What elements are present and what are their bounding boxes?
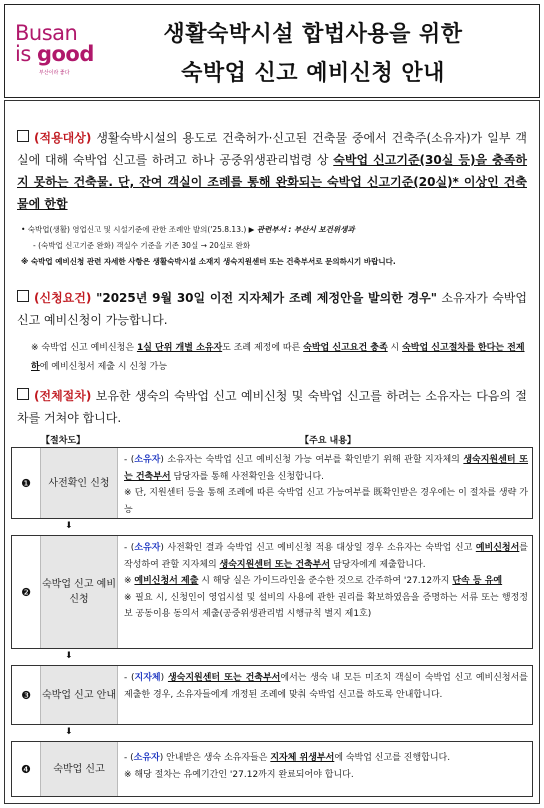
procedure-step-1 xyxy=(11,447,533,519)
header xyxy=(4,4,540,98)
step-number: ❸ xyxy=(21,688,31,702)
relaxation-note: - (숙박업 신고기준 완화) 객실수 기준을 기존 30실 → 20실로 완화 xyxy=(33,241,251,250)
title-line-2: 숙박업 신고 예비신청 안내 xyxy=(181,61,445,86)
step-description: - (소유자) 사전확인 결과 숙박업 신고 예비신청 적용 대상일 경우 소유자는 숙박업 신고 예비신청서를 작성하여 관할 지자체의 생숙지원센터 또는 건축부서 담당자에게 제출합니다. ※ 예비신청서 제출 시 해당 실은 가이드라인을 준수한 것으로 간주하여 '27.12까지 단속 등 유예 ※ 필요 시, 신청인이 영업시설 및 설비의 사용에 관한 권리를 확보하였음을 증명하는 서류 또는 행정정보 공동이용 동의서 제출(공중위생관리법 시행규칙 별지 제1호) xyxy=(124,543,528,619)
section-text: 생활숙박시설의 용도로 건축허가·신고된 건축물 중에서 건축주(소유자)가 일부 객실에 대해 숙박업 신고를 하려고 하나 공중위생관리법령 상 xyxy=(17,131,527,167)
logo-tagline: 부산이라 좋다 xyxy=(39,70,70,76)
section-emphasis: 숙박업 신고기준(30실 등)을 충족하지 못하는 건축물. 단, 잔여 객실이 조례를 통해 완화되는 숙박업 신고기준(20실)* 이상인 건축물에 한함 xyxy=(17,153,527,211)
step-number: ❷ xyxy=(21,585,31,599)
checkbox-icon xyxy=(17,388,29,400)
ordinance-text: • 숙박업(생활) 영업신고 및 시설기준에 관한 조례안 발의('25.8.13.) ▶ xyxy=(21,225,257,234)
step-description: - (소유자) 소유자는 숙박업 신고 예비신청 가능 여부를 확인받기 위해 관할 지자체의 생숙지원센터 또는 건축부서 담당자를 통해 사전확인을 신청합니다. ※ 단, 지원센터 등을 통해 조례에 따른 숙박업 신고 가능여부를 既확인받은 경우에는 이 절차를 생략 가능 xyxy=(124,455,528,515)
table-header-step: 【절차도】 xyxy=(41,436,86,446)
down-arrow-icon: ⬇ xyxy=(65,727,73,737)
step-label: 숙박업 신고 xyxy=(40,742,118,796)
section-target xyxy=(17,127,527,215)
step-label: 숙박업 신고 안내 xyxy=(40,666,118,724)
busan-is-good-logo xyxy=(15,23,95,83)
step-label: 숙박업 신고 예비신청 xyxy=(40,536,118,648)
logo-busan: Busan xyxy=(15,21,78,45)
title-line-1: 생활숙박시설 합법사용을 위한 xyxy=(163,22,463,47)
step-number: ❹ xyxy=(21,762,31,776)
section-tag: (신청요건) xyxy=(34,291,92,305)
step-description: - (지자체) 생숙지원센터 또는 건축부서에서는 생숙 내 모든 미조치 객실이 숙박업 신고 예비신청서를 제출한 경우, 소유자들에게 개정된 조례에 맞춰 숙박업 신고를 하도록 안내합니다. xyxy=(124,673,528,700)
step-description: - (소유자) 안내받은 생숙 소유자들은 지자체 위생부서에 숙박업 신고를 진행합니다. ※ 해당 절차는 유예기간인 '27.12까지 완료되어야 합니다. xyxy=(124,753,451,780)
section-text: 보유한 생숙의 숙박업 신고 예비신청 및 숙박업 신고를 하려는 소유자는 다음의 절차를 거쳐야 합니다. xyxy=(17,389,527,425)
table-header-content: 【주요 내용】 xyxy=(300,436,356,446)
ordinance-note xyxy=(21,223,533,237)
content-frame xyxy=(4,100,540,804)
checkbox-icon xyxy=(17,290,29,302)
section-tag: (적용대상) xyxy=(34,131,92,145)
section-procedure xyxy=(17,385,527,429)
checkbox-icon xyxy=(17,130,29,142)
requirement-date: "2025년 9월 30일 이전 지자체가 조례 제정안을 발의한 경우" xyxy=(91,291,438,305)
section-requirements xyxy=(17,287,527,331)
procedure-step-2 xyxy=(11,535,533,649)
down-arrow-icon: ⬇ xyxy=(65,651,73,661)
section-text: 소유자가 숙박업 신고 예비신청이 가능합니다. xyxy=(17,291,527,327)
step-label: 사전확인 신청 xyxy=(40,448,118,518)
step-number: ❶ xyxy=(21,476,31,490)
inquiry-note: ※ 숙박업 예비신청 관련 자세한 사항은 생활숙박시설 소재지 생숙지원센터 또는 건축부서로 문의하시기 바랍니다. xyxy=(21,257,396,266)
down-arrow-icon: ⬇ xyxy=(65,521,73,531)
requirement-note: ※ 숙박업 신고 예비신청은 1실 단위 개별 소유자도 조례 제정에 따른 숙박업 신고요건 충족 시 숙박업 신고절차를 한다는 전제하에 예비신청서 제출 시 신청 가능 xyxy=(31,343,525,372)
page-title xyxy=(113,15,513,93)
section-tag: (전체절차) xyxy=(34,389,92,403)
logo-is-good: is good xyxy=(15,42,94,66)
related-dept: 관련부서 : 부산시 보건위생과 xyxy=(256,225,355,234)
procedure-step-4 xyxy=(11,741,533,797)
procedure-step-3 xyxy=(11,665,533,725)
